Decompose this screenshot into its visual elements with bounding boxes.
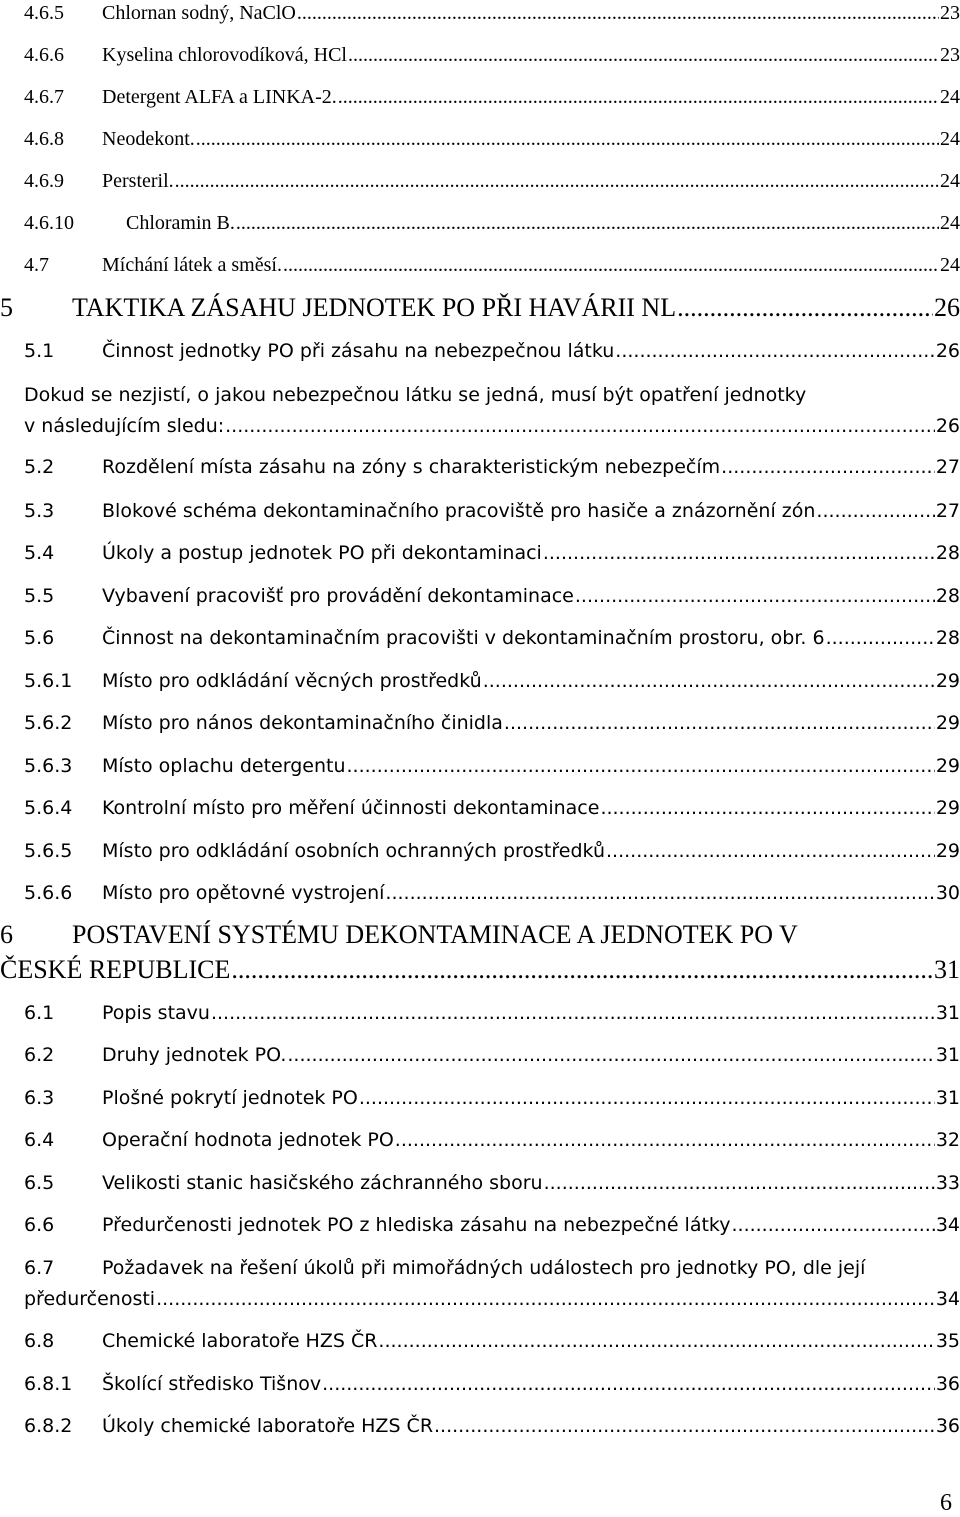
toc-page: 29	[935, 670, 960, 692]
toc-page: 24	[940, 128, 960, 150]
toc-title-line2: v následujícím sledu:	[24, 415, 225, 437]
toc-leader	[211, 1002, 935, 1024]
toc-entry-4-6-7[interactable]	[0, 86, 960, 109]
toc-number: 4.6.8	[24, 128, 64, 150]
toc-title: Detergent ALFA a LINKA-2.	[102, 86, 337, 108]
toc-entry-5-6-5[interactable]	[0, 840, 960, 862]
toc-page: 30	[935, 882, 960, 904]
toc-page: 28	[935, 585, 960, 607]
toc-title: Míchání látek a směsí.	[102, 254, 282, 276]
toc-title: Činnost na dekontaminačním pracovišti v dekontaminačním prostoru, obr. 6	[102, 627, 825, 649]
toc-leader	[483, 670, 935, 692]
toc-leader	[731, 1214, 934, 1236]
toc-entry-6-8[interactable]	[0, 1330, 960, 1352]
toc-number: 5.2	[24, 456, 55, 478]
toc-leader	[816, 500, 934, 522]
toc-page: 34	[935, 1288, 960, 1310]
toc-entry-6-3[interactable]	[0, 1087, 960, 1109]
toc-title: Chloramin B.	[126, 212, 235, 234]
toc-title-line2: předurčenosti	[24, 1288, 156, 1310]
toc-leader	[504, 712, 935, 734]
toc-page: 33	[935, 1172, 960, 1194]
toc-number: 5.6.5	[24, 840, 73, 862]
toc-title: Úkoly chemické laboratoře HZS ČR	[102, 1415, 434, 1437]
toc-entry-4-6-9[interactable]	[0, 170, 960, 193]
toc-title-line2: ČESKÉ REPUBLICE	[0, 955, 231, 984]
toc-leader	[575, 585, 935, 607]
toc-entry-5-2[interactable]	[0, 456, 960, 478]
toc-title: Činnost jednotky PO při zásahu na nebezpečnou látku	[102, 340, 615, 362]
toc-entry-6-8-2[interactable]	[0, 1415, 960, 1437]
toc-page: 26	[935, 415, 960, 437]
toc-number: 4.7	[24, 254, 49, 276]
toc-entry-5-4[interactable]	[0, 542, 960, 564]
toc-title-line1: Požadavek na řešení úkolů při mimořádných událostech pro jednotky PO, dle její	[102, 1257, 866, 1279]
toc-title: Předurčenosti jednotek PO z hlediska zásahu na nebezpečné látky	[102, 1214, 731, 1236]
toc-title: Operační hodnota jednotek PO	[102, 1129, 394, 1151]
toc-number: 6.2	[24, 1044, 55, 1066]
toc-title: Vybavení pracovišť pro provádění dekontaminace	[102, 585, 574, 607]
toc-entry-6-8-1[interactable]	[0, 1373, 960, 1395]
toc-title: Velikosti stanic hasičského záchranného sboru	[102, 1172, 543, 1194]
toc-title: Místo pro opětovné vystrojení	[102, 882, 385, 904]
toc-entry-6-2[interactable]	[0, 1044, 960, 1066]
toc-page: 28	[935, 627, 960, 649]
toc-number: 5.6.2	[24, 712, 73, 734]
toc-leader	[156, 1288, 935, 1310]
toc-entry-5-6-2[interactable]	[0, 712, 960, 734]
toc-page: 31	[935, 1087, 960, 1109]
toc-page: 29	[935, 797, 960, 819]
toc-number: 5.1	[24, 340, 55, 362]
toc-number: 6.7	[24, 1257, 55, 1279]
toc-entry-6-5[interactable]	[0, 1172, 960, 1194]
toc-title: Kyselina chlorovodíková, HCl	[102, 44, 347, 66]
toc-leader	[385, 882, 934, 904]
toc-page: 31	[934, 955, 960, 984]
toc-page: 27	[935, 500, 960, 522]
toc-page: 29	[935, 712, 960, 734]
toc-title: Neodekont.	[102, 128, 195, 150]
toc-number: 6.3	[24, 1087, 55, 1109]
toc-leader	[348, 44, 939, 67]
toc-entry-5-6-3[interactable]	[0, 755, 960, 777]
toc-number: 5.6	[24, 627, 55, 649]
toc-page: 24	[940, 212, 960, 234]
toc-number: 6.6	[24, 1214, 55, 1236]
toc-leader	[297, 2, 939, 25]
toc-page: 28	[935, 542, 960, 564]
toc-leader	[677, 293, 933, 323]
toc-entry-5[interactable]	[0, 293, 960, 323]
toc-title: Místo oplachu detergentu	[102, 755, 346, 777]
toc-number: 6.1	[24, 1002, 55, 1024]
toc-number: 6.4	[24, 1129, 55, 1151]
toc-page: 26	[935, 340, 960, 362]
toc-leader	[175, 170, 939, 193]
toc-number: 6.5	[24, 1172, 55, 1194]
toc-page: 29	[935, 755, 960, 777]
toc-entry-6-1[interactable]	[0, 1002, 960, 1024]
toc-entry-4-6-5[interactable]	[0, 2, 960, 25]
toc-number: 4.6.5	[24, 2, 64, 24]
toc-page: 26	[934, 293, 960, 322]
toc-title-line1: Dokud se nezjistí, o jakou nebezpečnou látku se jedná, musí být opatření jednotky	[24, 384, 807, 406]
toc-leader	[196, 128, 939, 151]
toc-entry-note[interactable]	[0, 384, 960, 437]
toc-page: 24	[940, 170, 960, 192]
toc-number: 5	[0, 293, 13, 322]
toc-entry-5-3[interactable]	[0, 500, 960, 522]
toc-title: Popis stavu	[102, 1002, 210, 1024]
toc-page: 31	[935, 1044, 960, 1066]
toc-title: Plošné pokrytí jednotek PO	[102, 1087, 358, 1109]
toc-leader	[322, 1373, 935, 1395]
toc-entry-5-6[interactable]	[0, 627, 960, 649]
toc-page: 35	[935, 1330, 960, 1352]
toc-page: 23	[940, 44, 960, 66]
toc-entry-6-4[interactable]	[0, 1129, 960, 1151]
toc-entry-5-6-4[interactable]	[0, 797, 960, 819]
toc-entry-5-5[interactable]	[0, 585, 960, 607]
toc-number: 4.6.7	[24, 86, 64, 108]
toc-number: 5.3	[24, 500, 55, 522]
toc-title: Chlornan sodný, NaClO	[102, 2, 296, 24]
toc-leader	[606, 840, 935, 862]
toc-number: 6.8	[24, 1330, 55, 1352]
toc-leader	[231, 955, 933, 985]
toc-number: 5.5	[24, 585, 55, 607]
toc-title: Místo pro nános dekontaminačního činidla	[102, 712, 503, 734]
toc-title: TAKTIKA ZÁSAHU JEDNOTEK PO PŘI HAVÁRII NL	[72, 293, 677, 322]
toc-page: 36	[935, 1415, 960, 1437]
toc-leader	[338, 86, 939, 109]
toc-number: 5.6.1	[24, 670, 73, 692]
toc-number: 5.6.3	[24, 755, 73, 777]
toc-leader	[544, 1172, 935, 1194]
toc-number: 6.8.1	[24, 1373, 73, 1395]
toc-number: 5.4	[24, 542, 55, 564]
toc-leader	[826, 627, 935, 649]
page-number: 6	[940, 1490, 952, 1516]
toc-entry-4-6-8[interactable]	[0, 128, 960, 151]
toc-title: Chemické laboratoře HZS ČR	[102, 1330, 378, 1352]
toc-number: 6.8.2	[24, 1415, 73, 1437]
toc-leader	[615, 340, 935, 362]
toc-leader	[236, 212, 939, 235]
toc-leader	[378, 1330, 934, 1352]
toc-leader	[225, 415, 935, 437]
toc-title: Úkoly a postup jednotek PO při dekontaminaci	[102, 542, 542, 564]
toc-title: Kontrolní místo pro měření účinnosti dekontaminace	[102, 797, 600, 819]
toc-leader	[359, 1087, 935, 1109]
toc-title: Školící středisko Tišnov	[102, 1373, 322, 1395]
toc-title: Místo pro odkládání osobních ochranných prostředků	[102, 840, 605, 862]
toc-title: Persteril.	[102, 170, 174, 192]
toc-page: 27	[935, 456, 960, 478]
toc-page: 24	[940, 254, 960, 276]
toc-leader	[283, 254, 939, 277]
toc-number: 4.6.6	[24, 44, 64, 66]
toc-leader	[434, 1415, 935, 1437]
toc-title: Druhy jednotek PO.	[102, 1044, 287, 1066]
toc-title: Blokové schéma dekontaminačního pracoviště pro hasiče a znázornění zón	[102, 500, 816, 522]
toc-number: 5.6.6	[24, 882, 73, 904]
toc-entry-5-6-6[interactable]	[0, 882, 960, 904]
toc-title: Místo pro odkládání věcných prostředků	[102, 670, 482, 692]
toc-title-line1: POSTAVENÍ SYSTÉMU DEKONTAMINACE A JEDNOTEK PO V	[72, 920, 798, 949]
toc-entry-6-6[interactable]	[0, 1214, 960, 1236]
toc-number: 4.6.10	[24, 212, 74, 234]
toc-leader	[721, 456, 935, 478]
toc-entry-4-7[interactable]	[0, 254, 960, 277]
toc-page: 23	[940, 2, 960, 24]
toc-leader	[287, 1044, 934, 1066]
toc-page: 36	[935, 1373, 960, 1395]
toc-entry-4-6-10[interactable]	[0, 212, 960, 235]
toc-number: 5.6.4	[24, 797, 73, 819]
toc-leader	[543, 542, 935, 564]
toc-leader	[600, 797, 934, 819]
toc-leader	[395, 1129, 935, 1151]
toc-entry-6[interactable]	[0, 920, 960, 985]
toc-page: 29	[935, 840, 960, 862]
toc-entry-6-7[interactable]	[0, 1257, 960, 1310]
toc-entry-5-6-1[interactable]	[0, 670, 960, 692]
toc-number: 4.6.9	[24, 170, 64, 192]
toc-number: 6	[0, 920, 13, 949]
toc-page: 32	[935, 1129, 960, 1151]
toc-entry-4-6-6[interactable]	[0, 44, 960, 67]
toc-page: 24	[940, 86, 960, 108]
toc-page: 31	[935, 1002, 960, 1024]
toc-title: Rozdělení místa zásahu na zóny s charakteristickým nebezpečím	[102, 456, 721, 478]
toc-entry-5-1[interactable]	[0, 340, 960, 362]
toc-leader	[347, 755, 935, 777]
toc-page: 34	[935, 1214, 960, 1236]
